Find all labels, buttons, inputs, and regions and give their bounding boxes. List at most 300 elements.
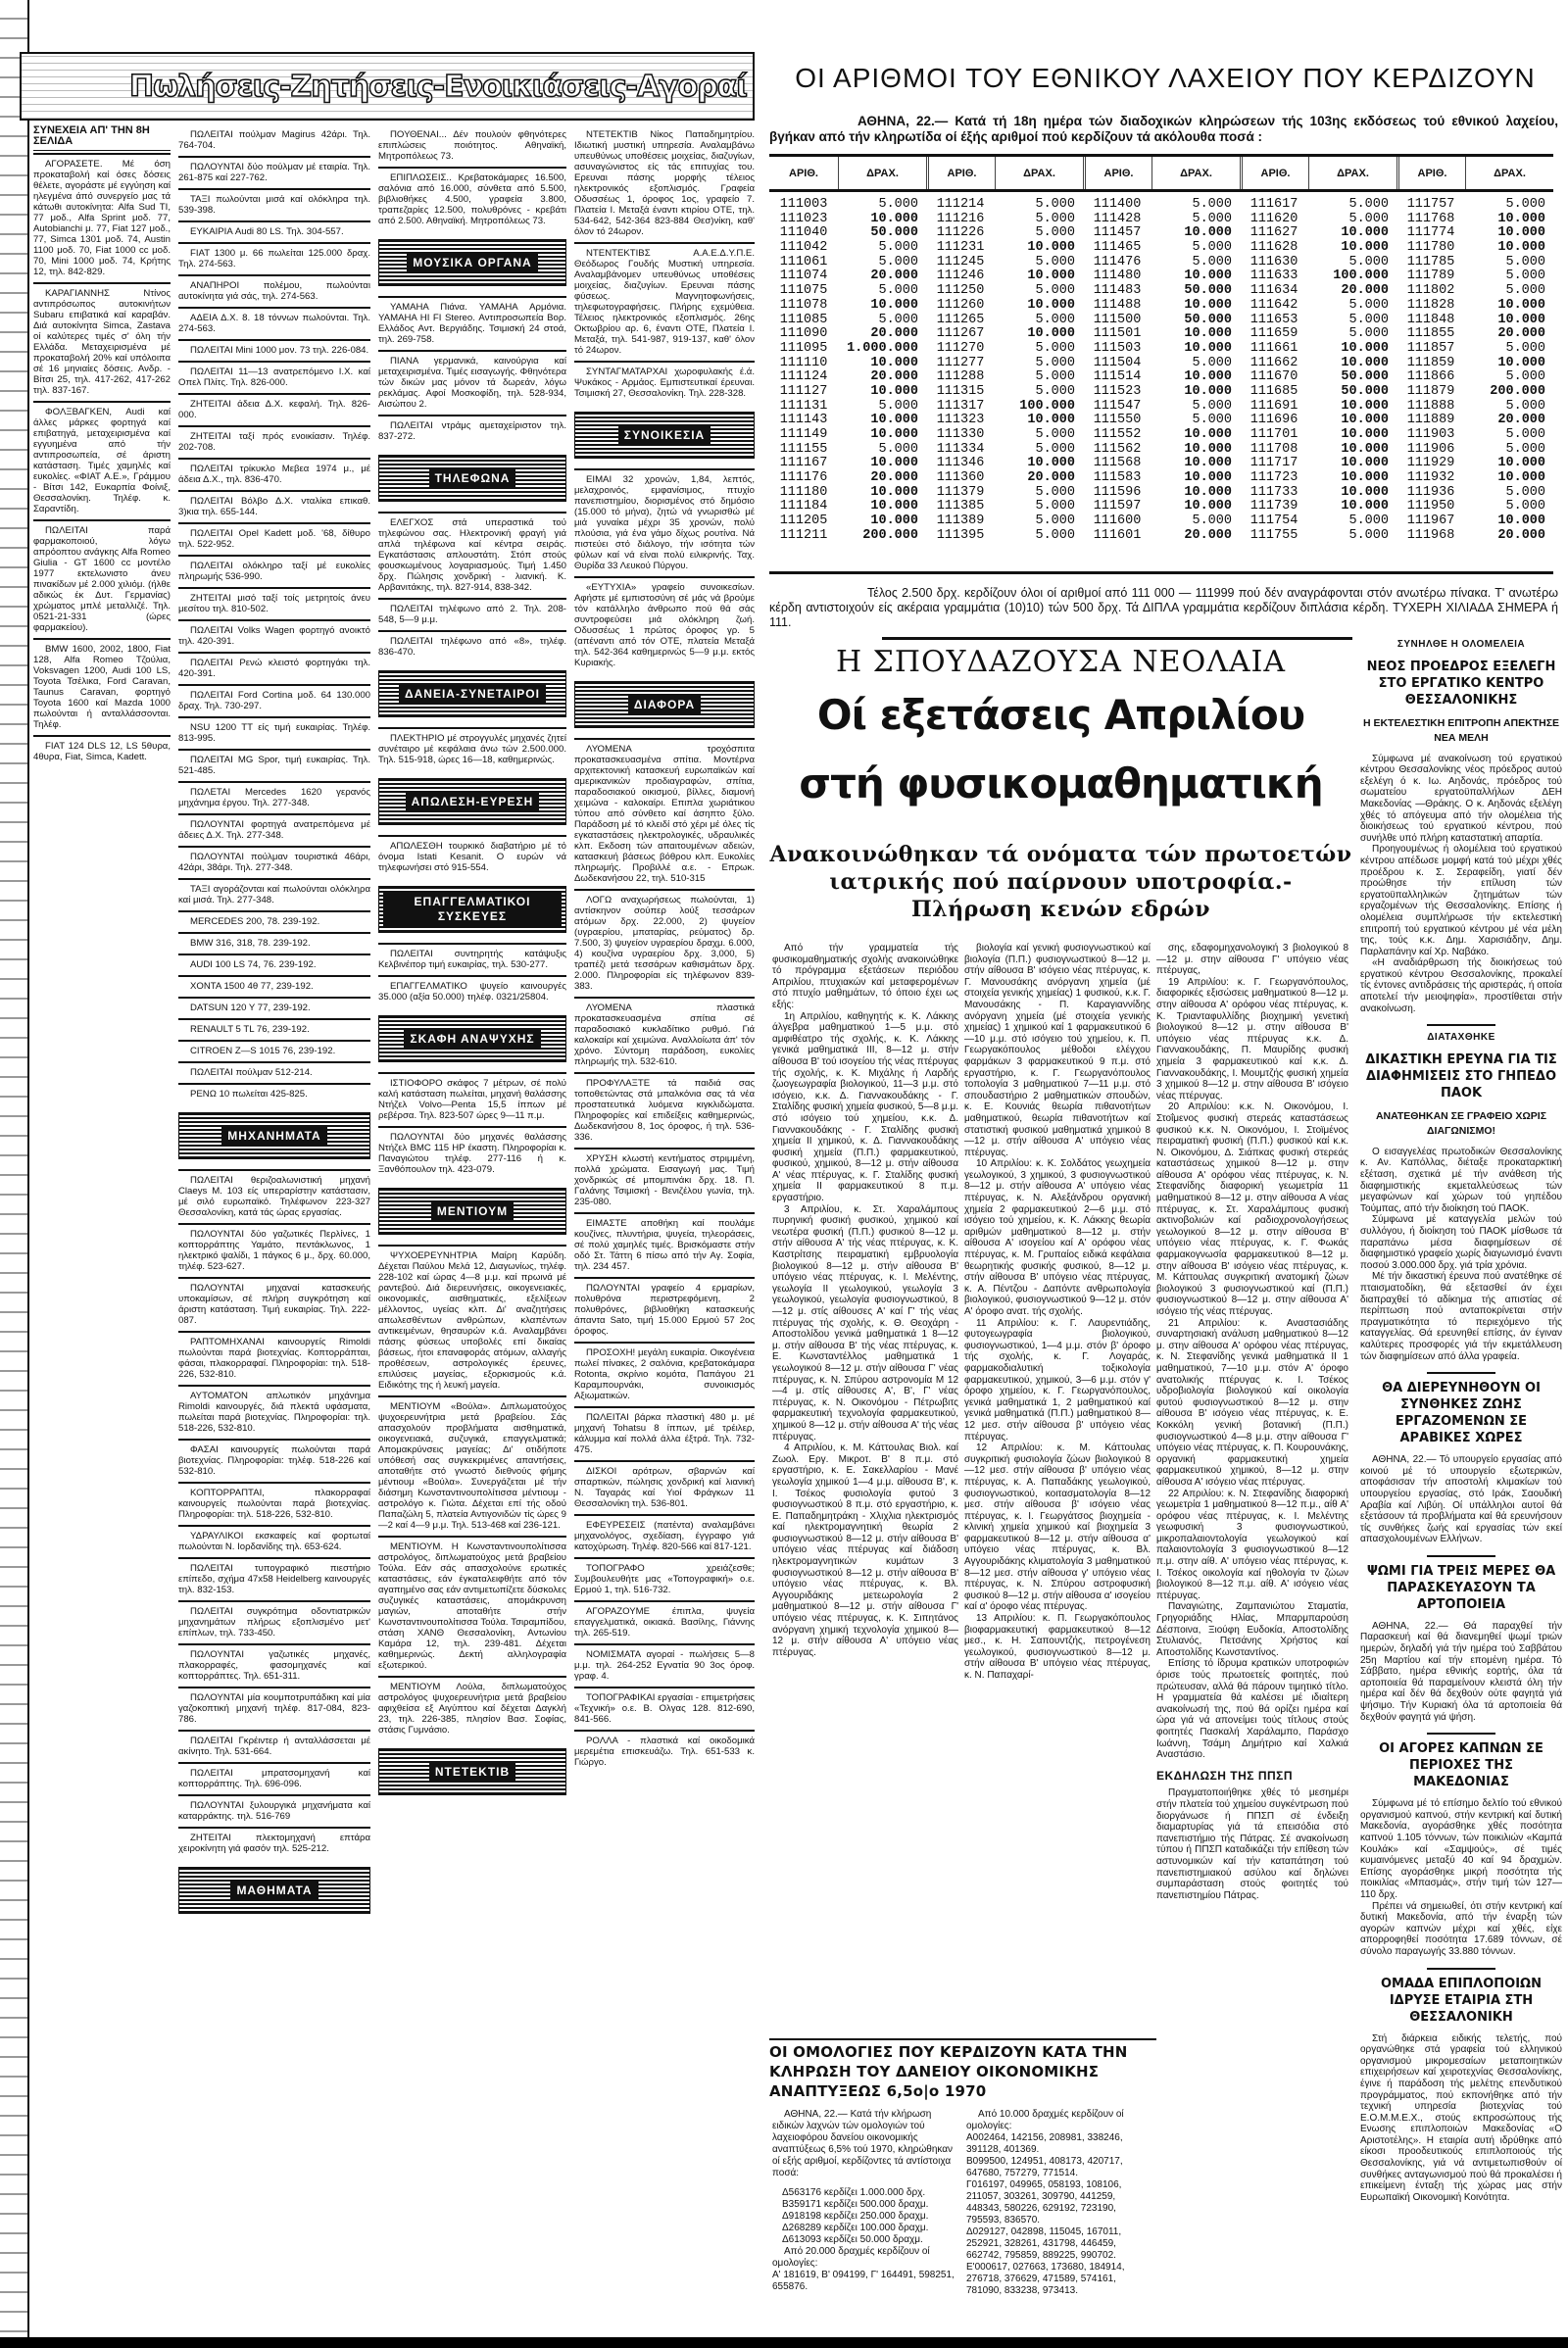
prize-amount: 5.000	[1505, 197, 1545, 212]
ticket-number: 111596	[1093, 484, 1142, 500]
section-banner-title: ΜΟΥΣΙΚΑ ΟΡΓΑΝΑ	[407, 254, 537, 272]
ticket-number: 111848	[1406, 312, 1455, 327]
prize-amount: 10.000	[1341, 456, 1389, 471]
lottery-row	[926, 357, 1083, 371]
lottery-row	[1396, 342, 1553, 357]
prize-amount: 100.000	[1019, 398, 1075, 414]
classified-ad: DATSUN 120 Y 77, 239-192.	[178, 997, 370, 1018]
prize-amount: 200.000	[862, 527, 918, 543]
lottery-row	[1083, 486, 1240, 501]
news-headline: ΟΜΑΔΑ ΕΠΙΠΛΟΠΟΙΩΝ ΙΔΡΥΣΕ ΕΤΑΙΡΙΑ ΣΤΗ ΘΕΣΣΑΛΟΝΙΚΗ	[1381, 1976, 1542, 2025]
lottery-results-table	[769, 154, 1553, 574]
lottery-row	[1083, 299, 1240, 314]
ticket-number: 111661	[1250, 340, 1298, 356]
ticket-number: 111929	[1406, 456, 1455, 471]
prize-amount: 10.000	[1184, 441, 1232, 457]
classifieds-banner-title: Πωλήσεις-Ζητήσεις-Ενοικιάσεις-Αγοραί	[129, 69, 747, 104]
classified-ad: ΠΩΛΟΥΝΤΑΙ δύο μηχανές θαλάσσης Ντήζελ BMC 115 HP έκαστη. Πληροφορίαι κ. Παναγιώτου τηλέφ. 277-116 ή κ. Ξανθόπουλον τηλ. 423-079.	[378, 1126, 566, 1180]
classifieds-column	[574, 125, 755, 2335]
news-body	[1360, 754, 1562, 1015]
news-paragraph: Στή διάρκεια ειδικής τελετής, πού οργανώθηκε στά γραφεία τού ελληνικού οργανισμού μικρομεσαίων μεταποιητικών επιχειρήσεων καί χειροτεχνίας Θεσσαλονίκης, έγινε ή παράδοση τής μελέτης επενδυτικού προγράμματος, πού εκπονήθηκε από τήν τεχνική υπηρεσία βιοτεχνίας τού Ε.Ο.Μ.Μ.Ε.Χ., στούς εκπροσώπους τής Ενωσης επιπλοποιών Μακεδονίας «Ο Αριστοτέλης». Η εταιρία αυτή ιδρύθηκε από είκοσι προοδευτικούς επιπλοποιούς τής Θεσσαλονίκης, γιά νά αντιμετωπισθούν οί συνθήκες ανταγωνισμού πού θά προκαλέσει ή επικείμενη ένταξη τής χώρας μας στήν Ευρωπαϊκή Οικονομική Κοινότητα.	[1360, 2032, 1562, 2203]
ticket-number: 111708	[1250, 441, 1298, 457]
lottery-table-body	[769, 192, 1553, 571]
header-amount: ΔΡΑΧ.	[1152, 157, 1240, 189]
lottery-row	[1240, 471, 1396, 486]
prize-amount: 5.000	[1035, 441, 1075, 457]
news-paragraph: ΑΘΗΝΑ, 22.— Τό υπουργείο εργασίας από κοινού μέ τό υπουργείο εξωτερικών, αποφάσισαν τήν αποστολή κλιμακίων τού υπουργείου εργασίας, στό Ιράκ, Σαουδική Αραβία καί Λιβύη. Οί υπάλληλοι αυτοί θά εξετάσουν τά προβλήματα καί θά ερευνήσουν τίς συνθήκες ζωής καί εργασίας τών εκεί απασχολουμένων Ελλήνων.	[1360, 1454, 1562, 1545]
prize-amount: 5.000	[1035, 514, 1075, 529]
prize-amount: 5.000	[1035, 340, 1075, 356]
news-headline: ΔΙΚΑΣΤΙΚΗ ΕΡΕΥΝΑ ΓΙΑ ΤΙΣ ΔΙΑΦΗΜΙΣΕΙΣ ΣΤΟ ΓΗΠΕΔΟ ΠΑΟΚ	[1365, 1052, 1557, 1101]
ticket-number: 111250	[936, 283, 985, 299]
lottery-row	[1396, 284, 1553, 299]
lottery-row	[769, 284, 926, 299]
lottery-column	[769, 198, 926, 544]
ticket-number: 111504	[1093, 355, 1142, 370]
bond-series-list: Δ029127, 042898, 115045, 167011, 252921, 328261, 431798, 446459, 662742, 795859, 889225, 990702.	[966, 2226, 1122, 2261]
prize-amount: 5.000	[1348, 254, 1389, 269]
lottery-row	[1396, 370, 1553, 385]
classified-ad: ΠΩΛΕΙΤΑΙ συντηρητής κατάψυξις Κελβινέιτορ τιμή ευκαιρίας, τηλ. 530-277.	[378, 943, 566, 975]
scan-bottom-edge	[0, 2337, 1568, 2348]
lottery-row	[1240, 414, 1396, 428]
lottery-row	[1396, 428, 1553, 443]
lottery-row	[1396, 500, 1553, 514]
lottery-row	[1240, 198, 1396, 213]
prize-amount: 5.000	[1348, 297, 1389, 313]
lottery-row	[1396, 457, 1553, 471]
article-paragraph: 1η Απριλίου, καθηγητής κ. Κ. Λάκκης άλγεβρα μαθηματικού 1—5 μ.μ. στό αμφιθέατρο τής σχολής, κ. Κ. Λάκκης γενικά μαθηματικά III, 8—12 μ. στήν αίθουσα Β' τού ισογείου τής νέας πτέρυγας τής σχολής, κ. Κ. Μιχάλης ή Λαρδής ζωογεωγραφία βιολογικού, 11—3 μ.μ. στό ισόγειο, κ.κ. Δ. Γιαννακουδάκης - Γ. Σταλίδης φυσική χημεία φυσικού, 5—8 μ.μ. στό ισόγειο τού χημείου, κ.κ. Δ. Γιαννακουδάκης - Γ. Σταλίδης φυσική χημεία II χημικού, κ. Δ. Γιαννακουδάκης φυσική χημεία (Π.Π.) φαρμακευτικού, φυσικού, χημικού, 8—12 μ. στήν αίθουσα Α' νέας πτέρυγας, κ. Γ. Σταλίδης φυσική χημεία II φαρμακευτικού 8 π.μ. εργαστήριο.	[772, 1010, 958, 1204]
lottery-row	[1083, 198, 1240, 213]
ticket-number: 111214	[936, 197, 985, 212]
ticket-number: 111547	[1093, 398, 1142, 414]
sidebar-news	[1360, 635, 1562, 2209]
prize-amount: 10.000	[1027, 269, 1075, 284]
section-banner	[378, 239, 566, 286]
ticket-number: 111465	[1093, 240, 1142, 256]
bond-prize: Δ268289 κερδίζει 100.000 δραχμ.	[782, 2223, 929, 2233]
article-column	[1156, 943, 1348, 2334]
ticket-number: 111042	[779, 240, 828, 256]
classified-ad: ΡΟΛΛΑ - πλαστικά καί οικοδομικά μερεμέτια επισκευάζω. Τηλ. 651-533 κ. Γιώργο.	[574, 1730, 755, 1773]
section-banner-title: ΜΑΘΗΜΑΤΑ	[230, 1882, 318, 1900]
ticket-number: 111003	[779, 197, 828, 212]
prize-amount: 10.000	[1341, 340, 1389, 356]
news-paragraph: Σύμφωνα μέ τό επίσημο δελτίο τού εθνικού οργανισμού καπνού, στήν κεντρική καί δυτική Μακεδονία, αγοράσθηκε χθές ποσότητα καπνού 1.105 τόννων, τών ποικιλιών «Καμπά Κουλάκ» καί «Σαμψούς», σέ τιμές κυμαινόμενες μεταξύ 40 καί 94 δραχμών. Επίσης αγοράσθηκε μικρή ποσότητα τής ποικιλίας «Μπασμάς», στήν τιμή τών 127—110 δρχ.	[1360, 1798, 1562, 1900]
classified-ad: ΠΩΛΕΙΤΑΙ ντράμς αμεταχείριστον τηλ. 837-272.	[378, 415, 566, 447]
lottery-row	[1396, 256, 1553, 270]
lottery-row	[1240, 457, 1396, 471]
lottery-row	[769, 213, 926, 227]
classified-ad: ΠΩΛΕΙΤΑΙ Mini 1000 μον. 73 τηλ. 226-084.	[178, 339, 370, 361]
lottery-row	[769, 514, 926, 529]
prize-amount: 1.000.000	[847, 340, 918, 356]
ticket-number: 111932	[1406, 470, 1455, 486]
classified-ad: ΨΥΧΟΕΡΕΥΝΗΤΡΙΑ Μαίρη Καρύδη. Δέχεται Παύλου Μελά 12, Διαγωνίως, τηλέφ. 228-102 καί ώρας 4—8 μ.μ. καί πρωινά μέ ραντεβού. Διά διερευνήσεις, οικογενειακές, οικονομικές, αισθηματικές, εξελίξεων μέλλοντος, υγείας κλπ. Δι' αναζητήσεις απωλεσθέντων ανθρώπων, κλαπέντων αντικειμένων, θησαυρών κ.ά. Αναλαμβάνει πάσης φύσεως υποβολές επί δικαίας βάσεως, ήτοι επαναφοράς ατόμων, αλλαγής προθέσεων, αστρολογικές έρευνες, επιλύσεις μαγείας, εξορκισμούς κ.ά. Ειδικότης της ή λευκή μαγεία.	[378, 1245, 566, 1395]
bonds-20000-list: Α' 181619, Β' 094199, Γ' 164491, 598251, 655876.	[772, 2270, 955, 2292]
ticket-number: 111768	[1406, 211, 1455, 226]
ticket-number: 111500	[1093, 312, 1142, 327]
lottery-row	[1240, 370, 1396, 385]
ticket-number: 111265	[936, 312, 985, 327]
lottery-row	[1240, 428, 1396, 443]
classified-ad: ΤΑΞΙ αγοράζονται καί πωλούνται ολόκληρα καί μισά. Τηλ. 277-348.	[178, 878, 370, 910]
section-banner-title: ΑΠΩΛΕΣΗ-ΕΥΡΕΣΗ	[406, 793, 540, 811]
ticket-number: 111617	[1250, 197, 1298, 212]
lottery-row	[769, 241, 926, 256]
classified-ad: CITROEN Z—S 1015 76, 239-192.	[178, 1040, 370, 1061]
header-number: ΑΡΙΘ.	[1240, 157, 1308, 189]
bond-series-list: Γ016197, 049965, 058193, 108106, 211057, 303261, 309790, 441259, 448343, 580226, 629192, 723190, 795593, 836570.	[966, 2179, 1122, 2226]
lottery-row	[1083, 514, 1240, 529]
prize-amount: 5.000	[1035, 369, 1075, 385]
classified-ad: ΑΓΟΡΑΣΕΤΕ. Μέ όση προκαταβολή καί όσες δόσεις θέλετε, αγοράστε μέ εγγύηση καί ηλεγμένα άπό συνεργείο μας τά κάτωθι αυτοκίνητα: Alfa Sud TI, 77 μοδ., Alfa Sprint μοδ. 77, Autobianchi μ. 77, Fiat 127 μοδ., 77, Simca 1301 μοδ. 74, Austin 1100 μοδ. 70, Fiat 1000 cc μοδ. 70, Mini 1000 μοδ. 74, Κρήτης 12, τηλ. 842-829.	[33, 153, 171, 282]
prize-amount: 10.000	[1184, 269, 1232, 284]
prize-amount: 10.000	[1497, 355, 1545, 370]
classified-ad: ΔΙΣΚΟΙ αρότρων, σβαρνών καί σπαρτικών, πώλησις χονδρική καί λιανική Ν. Ταγαράς καί Υιοί Φράγκων 11 Θεσσαλονίκη τηλ. 536-801.	[574, 1460, 755, 1514]
prize-amount: 50.000	[1341, 369, 1389, 385]
classified-ad: ΠΩΛΕΙΤΑΙ Ford Cortina μοδ. 64 130.000 δραχ. Τηλ. 730-297.	[178, 684, 370, 716]
ticket-number: 111523	[1093, 383, 1142, 399]
classified-ad: ΤΑΞΙ πωλούνται μισά καί ολόκληρα τηλ. 539-398.	[178, 188, 370, 220]
ticket-number: 111360	[936, 470, 985, 486]
ticket-number: 111090	[779, 326, 828, 342]
prize-amount: 10.000	[870, 355, 918, 370]
lottery-row	[769, 357, 926, 371]
ticket-number: 111755	[1250, 527, 1298, 543]
news-paragraph: Πρέπει νά σημειωθεί, ότι στήν κεντρική καί δυτική Μακεδονία, από τήν έναρξη τών αγορών καπνών μέχρι καί χθές, είχε απορροφηθεί ποσότητα 17.689 τόννων, σέ σύνολο παραγωγής 33.880 τόννων.	[1360, 1900, 1562, 1957]
prize-amount: 5.000	[878, 312, 918, 327]
lottery-row	[926, 299, 1083, 314]
prize-amount: 5.000	[1505, 369, 1545, 385]
prize-amount: 20.000	[1497, 527, 1545, 543]
prize-amount: 10.000	[1497, 312, 1545, 327]
classified-ad: ΠΩΛΟΥΝΤΑΙ μηχαναί κατασκευής υποκαμίσων, σέ πλήρη συγκρότηση καί άριστη κατάσταση. Τιμή ευκαιρίας. Τηλ. 222-087.	[178, 1277, 370, 1331]
lottery-intro: ΑΘΗΝΑ, 22.— Κατά τή 18η ημέρα τών διαδοχικών κληρώσεων τής 103ης εκδόσεως τού εθνικού λαχείου, βγήκαν από τήν κληρωτίδα οί έξής αριθμοί πού κερδίζουν τά ακόλουθα ποσά :	[769, 114, 1558, 144]
bond-prize: Β359171 κερδίζει 500.000 δραχμ.	[782, 2199, 929, 2210]
prize-amount: 5.000	[1348, 312, 1389, 327]
ticket-number: 111642	[1250, 297, 1298, 313]
section-banner-title: ΜΗΧΑΝΗΜΑΤΑ	[221, 1127, 326, 1146]
classified-ad: ΧΟΝΤΑ 1500 4θ 77, 239-192.	[178, 975, 370, 997]
prize-amount: 10.000	[1341, 441, 1389, 457]
ticket-number: 111888	[1406, 398, 1455, 414]
classified-ad: ΕΙΜΑΣΤΕ αποθήκη καί πουλάμε κουζίνες, πλυντήρια, ψυγεία, τηλεοράσεις, σέ πολύ χαμηλές τιμές. Βρισκόμαστε στήν οδό Στ. Τάττη 6 πίσω από τήν Αγ. Σοφία, τηλ. 234 457.	[574, 1212, 755, 1277]
lottery-row	[1396, 269, 1553, 284]
classified-ad: ΠΩΛΕΙΤΑΙ συγκρότημα οδοντιατρικών μηχανημάτων πλήρως εξοπλισμένο μετ' επίπλων, τηλ. 733-450.	[178, 1600, 370, 1643]
ticket-number: 111950	[1406, 499, 1455, 514]
classified-ad: ΚΟΠΤΟΡΡΑΠΤΑΙ, πλακορραφαί καινουργείς πωλούνται παρά βιοτεχνίας. Πληροφορίαι: τηλ. 518-226, 532-810.	[178, 1482, 370, 1525]
lottery-row	[1396, 314, 1553, 328]
news-paragraph: «Η αναδιάρθρωση τής διοικήσεως τού εργατικού κέντρου Θεσσαλονίκης, προκαλεί τίς έντονες αντιδράσεις τής αριστεράς, ή οποία αποτελεί τήν μειοψηφία», προστίθεται στήν ανακοίνωση.	[1360, 957, 1562, 1014]
classified-ad: BMW 1600, 2002, 1800, Fiat 128, Alfa Romeo Τζούλια, Voksvagen 1200, Audi 100 LS, Toyota Τσέλικα, Ford Caravan, Taunus Caravan, φορτηγό Toyota 1600 καί Mazda 1000 πωλούνται ή ανταλλάσσονται. Τηλέφ.	[33, 638, 171, 735]
ticket-number: 111167	[779, 456, 828, 471]
classified-ad: ΦΑΣΑΙ καινουργείς πωλούνται παρά βιοτεχνίας. Πληροφορίαι: τηλέφ. 518-226 καί 532-810.	[178, 1439, 370, 1482]
ticket-number: 111967	[1406, 514, 1455, 529]
news-paragraph: Σύμφωνα μέ ανακοίνωση τού εργατικού κέντρου Θεσσαλονίκης νέος πρόεδρος αυτού εξελέγη ό κ. Ιω. Αηδονάς, πρόεδρος τού σωματείου εργατοϋπαλλήλων ΔΕΗ Μακεδονίας —Θράκης. Ο κ. Αηδονάς εξελέγη χθές τό απόγευμα από τήν ολομέλεια τής διοικήσεως τού εργατικού κέντρου, πού συνήλθε υπό πλήρη καταστατική απαρτία.	[1360, 753, 1562, 844]
classified-ad: ΠΩΛΕΙΤΑΙ μπρατσομηχανή καί κοπτορράπτης. Τηλ. 696-096.	[178, 1762, 370, 1794]
classified-ad: ΖΗΤΕΙΤΑΙ ταξί πρός ενοικίασιν. Τηλέφ. 202-708.	[178, 425, 370, 458]
prize-amount: 10.000	[1497, 297, 1545, 313]
prize-amount: 20.000	[1497, 413, 1545, 428]
ticket-number: 111857	[1406, 340, 1455, 356]
lottery-row	[1083, 471, 1240, 486]
prize-amount: 5.000	[878, 197, 918, 212]
prize-amount: 10.000	[870, 514, 918, 529]
prize-amount: 20.000	[870, 269, 918, 284]
section-banner	[378, 1188, 566, 1235]
bond-series-list: Β099500, 124951, 408173, 420717, 647680, 757279, 771514.	[966, 2156, 1123, 2178]
ticket-number: 111226	[936, 225, 985, 241]
article-column	[964, 943, 1151, 2029]
ticket-number: 111023	[779, 211, 828, 226]
news-paragraph: Σύμφωνα μέ καταγγελία μελών τού συλλόγου, ή διοίκηση τού ΠΑΟΚ μίσθωσε τά παραπάνω μέσα διαφημίσεων σέ διαφημιστικό γραφείο χωρίς διαγωνισμό έναντι ποσού 3.000.000 δρχ. γιά τρία χρόνια.	[1360, 1214, 1562, 1271]
page-curl-edge	[0, 0, 29, 2337]
ticket-number: 111633	[1250, 269, 1298, 284]
lottery-row	[769, 342, 926, 357]
lottery-row	[1396, 471, 1553, 486]
ticket-number: 111627	[1250, 225, 1298, 241]
prize-amount: 50.000	[1184, 283, 1232, 299]
spacer	[772, 2179, 958, 2187]
prize-amount: 5.000	[1035, 312, 1075, 327]
lottery-row	[769, 428, 926, 443]
ticket-number: 111630	[1250, 254, 1298, 269]
prize-amount: 20.000	[1027, 470, 1075, 486]
bonds-10000-label: Από 10.000 δραχμές κερδίζουν οί ομολογίες:	[966, 2109, 1124, 2131]
lottery-column	[1396, 198, 1553, 544]
lottery-row	[1240, 299, 1396, 314]
prize-amount: 50.000	[1184, 312, 1232, 327]
lottery-row	[1240, 213, 1396, 227]
lottery-row	[1240, 226, 1396, 241]
classified-ad: ΠΩΛΟΥΝΤΑΙ πούλμαν τουριστικά 46άρι, 42άρι, 38άρι. Τηλ. 277-348.	[178, 846, 370, 878]
ticket-number: 111754	[1250, 514, 1298, 529]
bonds-10000-list	[966, 2132, 1151, 2297]
lottery-row	[769, 486, 926, 501]
prize-amount: 10.000	[1184, 383, 1232, 399]
ticket-number: 111757	[1406, 197, 1455, 212]
prize-amount: 10.000	[1184, 499, 1232, 514]
classified-ad: RENAULT 5 TL 76, 239-192.	[178, 1018, 370, 1040]
classified-ad: ΕΠΑΓΓΕΛΜΑΤΙΚΟ ψυγείο καινουργές 35.000 (αξία 50.000) τηλέφ. 0321/25804.	[378, 975, 566, 1007]
prize-amount: 10.000	[870, 484, 918, 500]
lottery-row	[926, 198, 1083, 213]
classified-ad: ΠΩΛΕΙΤΑΙ Βόλβο Δ.Χ. νταλίκα επικαθ. 3)κια τηλ. 655-144.	[178, 490, 370, 522]
header-amount: ΔΡΑΧ.	[1308, 157, 1396, 189]
prize-amount: 10.000	[1341, 413, 1389, 428]
section-banner	[178, 1867, 370, 1914]
section-banner-title: ΕΠΑΓΓΕΛΜΑΤΙΚΟΙ ΣΥΣΚΕΥΕΣ	[383, 893, 562, 926]
ticket-number: 111789	[1406, 269, 1455, 284]
prize-amount: 10.000	[1497, 240, 1545, 256]
ticket-number: 111597	[1093, 499, 1142, 514]
classified-ad: ΕΙΜΑΙ 32 χρονών, 1,84, λεπτός, μελαχροινός, εμφανίσιμος, πτυχίο πανεπιστημίου, διορισμένος στό δημόσιο (15.000 τό μήνα), ζητώ νά γνωρισθώ μέ μιά γυναίκα μέχρι 35 χρονών, πολύ πλούσια, γιά ένα γάμο δίχως ρουτίνα. Νά πιστεύει στό διάλογο, τήν ισότητα τών φύλων καί νά είναι πολύ ειλικρινής. Ταχ. Θυρίδα 33 Λευκού Πύργου.	[574, 468, 755, 576]
news-subheadline: ΑΝΑΤΕΘΗΚΑΝ ΣΕ ΓΡΑΦΕΙΟ ΧΩΡΙΣ ΔΙΑΓΩΝΙΣΜΟ!	[1375, 1109, 1547, 1137]
lottery-column	[926, 198, 1083, 544]
prize-amount: 5.000	[1035, 225, 1075, 241]
prize-amount: 5.000	[878, 441, 918, 457]
article-paragraph: 21 Απριλίου: κ. Αναστασιάδης συναρτησιακή ανάλυση μαθηματικού 8—12 μ. στην αίθουσα Α' ορόφου νέας πτέρυγας, κ. Ν. Στεφανίδης γενικά μαθηματικά II 1 μαθηματικού, 7—10 μ.μ. στόν Α' όροφο ανατολικής πτέρυγας κ. Ι. Τσέκος υδροβιολογία βιολογικού καί οικολογία φυτού φυσιογνωστικού 8—12 μ. στην αίθουσα Β' ισόγειο νέας πτέρυγας, κ. Ε. Κοκκόλη γενική βοτανική (Π.Π.) φυσιογνωστικού 4—8 μ.μ. στην αίθουσα Γ' υπόγειο νέας πτέρυγας, κ. Π. Κουρουνάκης, οργανική φαρμακευτική χημεία φαρμακευτικού χημικού, 8—12 μ. στην αίθουσα Α' ισόγειο νέας πτέρυγας.	[1156, 1317, 1348, 1488]
ticket-number: 111267	[936, 326, 985, 342]
prize-amount: 5.000	[1035, 254, 1075, 269]
lottery-row	[1083, 269, 1240, 284]
prize-amount: 5.000	[1035, 527, 1075, 543]
prize-amount: 10.000	[1341, 240, 1389, 256]
ticket-number: 111245	[936, 254, 985, 269]
lottery-headline: ΟΙ ΑΡΙΘΜΟΙ ΤΟΥ ΕΘΝΙΚΟΥ ΛΑΧΕΙΟΥ ΠΟΥ ΚΕΡΔΙΖΟΥΝ	[795, 63, 1536, 93]
ticket-number: 111110	[779, 355, 828, 370]
lottery-row	[1396, 514, 1553, 529]
lottery-row	[926, 529, 1083, 544]
header-amount: ΔΡΑΧ.	[995, 157, 1083, 189]
article-paragraph: Παναγιώτης, Ζαμπανιώτου Σταματία, Γρηγοριάδης Ηλίας, Μπαρμπαρούση Δέσποινα, Ξιούφη Ευδοκία, Αποστολίδης Στυλιανός, Πετσάνης Χρήστος καί Αποστολίδης Κωνσταντίνος.	[1156, 1601, 1348, 1658]
lottery-row	[1396, 414, 1553, 428]
ticket-number: 111701	[1250, 427, 1298, 442]
lottery-row	[1240, 284, 1396, 299]
ticket-number: 111855	[1406, 326, 1455, 342]
section-banner	[574, 412, 755, 459]
section-banner	[378, 886, 566, 933]
article-paragraph: Από τήν γραμματεία τής φυσικομαθηματικής σχολής ανακοινώθηκε τό πρόγραμμα εξετάσεων περιόδου Απριλίου, πτυχιακών καί μεταφερομένων στό πτυχίο μαθημάτων, τό όποιο έχει ως εξής:	[772, 943, 958, 1010]
prize-amount: 5.000	[1035, 355, 1075, 370]
prize-amount: 5.000	[1505, 269, 1545, 284]
prize-amount: 5.000	[878, 398, 918, 414]
lottery-row	[1396, 241, 1553, 256]
lottery-row	[926, 226, 1083, 241]
lottery-row	[926, 385, 1083, 400]
article-headline-line-1: Οί εξετάσεις Απριλίου	[816, 691, 1305, 739]
ticket-number: 111176	[779, 470, 828, 486]
lottery-row	[769, 414, 926, 428]
article-headline-line-2: στή φυσικομαθηματική	[799, 759, 1323, 807]
ticket-number: 111330	[936, 427, 985, 442]
classified-ad: ΠΩΛΟΥΝΤΑΙ δύο πούλμαν μέ εταιρία. Τηλ. 261-875 καί 227-762.	[178, 156, 370, 188]
lottery-row	[1240, 256, 1396, 270]
ticket-number: 111670	[1250, 369, 1298, 385]
classifieds-column	[378, 125, 566, 2335]
ticket-number: 111040	[779, 225, 828, 241]
ticket-number: 111653	[1250, 312, 1298, 327]
article-paragraph: σης, εδαφομηχανολογική 3 βιολογικού 8—12 μ. στην αίθουσα Γ' υπόγειο νέας πτέρυγας,	[1156, 943, 1348, 977]
article-paragraph: 20 Απριλίου: κ.κ. Ν. Οικονόμου, Ι. Στοΐμενος φυσική στερεάς καταστάσεως φυσικού κ.κ. Ν. Οικονόμου, Ι. Στοϊμένος πειραματική φυσική (Π.Π.) φυσικού καί κ.κ. Ν. Οικονόμου, Δ. Σιάπκας φυσική στερεάς καταστάσεως χημικού 8—12 μ. στην αίθουσα Α' ορόφου νέας πτέρυγας, κ. Ν. Στεφανίδης διαφορική γεωμετρία 11 μαθηματικού 8—12 μ. στην αίθουσα Α νέας πτέρυγας, κ. Στ. Χαραλάμπους φυσική ακτινοβολιών καί ραδιοχρονολογήσεως γεωλογικού 8—12 μ. στην αίθουσα Β' υπόγειο νέας πτέρυγας, κ. Γ. Φωκάς φαρμακογνωσία φαρμακευτικού 8—12 μ. στην αίθουσα Β' ισόγειο νέας πτέρυγας, κ. Μ. Κάττουλας συγκριτική ανατομική ζώων βιολογικού 3 φυσιογνωστικού καί (Π.Π.) φυσιογνωστικού 8—12 μ. στην αίθουσα Α' ισόγειο τής νέας πτέρυγας.	[1156, 1101, 1348, 1317]
ticket-number: 111323	[936, 413, 985, 428]
classified-ad: ΑΥΤΟΜΑΤΟΝ απλωτικόν μηχάνημα Rimoldi καινουργές, διά πλεκτά υφάσματα, πωλείται παρά βιοτεχνίας. Πληροφορίαι: τηλ. 518-226, 532-810.	[178, 1385, 370, 1439]
article-paragraph: 4 Απριλίου, κ. Μ. Κάττουλας Βιολ. καί Ζωολ. Εργ. Μικροτ. Β' 8 π.μ. στό εργαστήριο, κ. Ε. Σακελλαρίου - Μανέ γεωλογία χημικού 1—4 μ.μ. αίθουσα Β', κ. Ι. Τσέκος φυσιολογία φυτού 3 φυσιογνωστικού 8 π.μ. στό εργαστήριο, κ. Ε. Παπαδημητράκη - Χλιχλια ηλεκτρισμός καί ηλεκτρομαγνητική θεωρία 2 φυσιογνωστικού 8—12 μ. στήν αίθουσα Β' υπόγειο νέας πτέρυγας καί διάδοση ηλεκτρομαγνητικών κυμάτων 3 φυσιογνωστικού 8—12 μ. στήν αίθουσα Β' υπόγειο νέας πτέρυγας, κ. Βλ. Αγγουριδάκης μετεωρολογία 2 μαθηματικού 8—12 μ. στήν αίθουσα Γ' υπόγειο νέας πτέρυγας, κ. Κ. Σιπητάνος ανόργανη χημική τεχνολογία χημικού 8—12 μ. στήν αίθουσα Α' υπόγειο νέας πτέρυγας.	[772, 1443, 958, 1658]
prize-amount: 5.000	[1192, 240, 1232, 256]
prize-amount: 5.000	[1505, 484, 1545, 500]
bonds-column	[772, 2109, 958, 2293]
prize-amount: 10.000	[870, 499, 918, 514]
lottery-row	[769, 443, 926, 458]
ticket-number: 111488	[1093, 297, 1142, 313]
lottery-row	[926, 269, 1083, 284]
ticket-number: 111562	[1093, 441, 1142, 457]
classified-ad: ΕΠΙΠΛΩΣΕΙΣ.. Κρεβατοκάμαρες 16.500, σαλόνια από 16.000, σύνθετα από 5.500, βιβλιοθήκες 4.500, γραφεία 3.800, τραπεζαρίες 12.500, πολυθρόνες - κρεβάτι από 2.500. Αθηναϊκή. Μητροπόλεως 73.	[378, 167, 566, 231]
header-amount: ΔΡΑΧ.	[1465, 157, 1553, 189]
prize-amount: 10.000	[1184, 427, 1232, 442]
ticket-number: 111131	[779, 398, 828, 414]
ticket-number: 111501	[1093, 326, 1142, 342]
prize-amount: 20.000	[1497, 326, 1545, 342]
prize-amount: 5.000	[1505, 254, 1545, 269]
lottery-row	[1396, 299, 1553, 314]
prize-amount: 5.000	[1192, 197, 1232, 212]
lottery-row	[1240, 443, 1396, 458]
ticket-number: 111802	[1406, 283, 1455, 299]
news-body	[1360, 2033, 1562, 2204]
prize-amount: 5.000	[1505, 499, 1545, 514]
prize-amount: 5.000	[1348, 211, 1389, 226]
lottery-footnote: Τέλος 2.500 δρχ. κερδίζουν όλοι οί αριθμοί από 111 000 — 111999 πού δέν αναγράφονται στόν ανωτέρω πίνακα. Τ' ανωτέρω κέρδη αντιστοιχούν είς ακέραια γραμμάτια (10)10) τών 500 δρχ. Τά ΔΙΠΛΑ γραμμάτια κερδίζουν διπλάσια κέρδη. ΤΥΧΕΡΗ ΧΙΛΙΑΔΑ ΣΗΜΕΡΑ ή 111.	[769, 586, 1558, 629]
classifieds-banner	[20, 52, 755, 121]
lottery-row	[1396, 400, 1553, 415]
lottery-row	[1240, 327, 1396, 342]
lottery-row	[1396, 213, 1553, 227]
classified-ad: ΠΩΛΕΙΤΑΙ τηλέφωνο από «8», τηλέφ. 836-470.	[378, 630, 566, 662]
ticket-number: 111379	[936, 484, 985, 500]
lottery-row	[1083, 414, 1240, 428]
classified-ad: ΛΟΓΩ αναχωρήσεως πωλούνται, 1) αντίσκηνον σούπερ λούξ τεσσάρων ατόμων δρχ. 22.000, 2) ψυγείον (υγραερίου, μπαταρίας, ρεύματος) δρ. 7.500, 3) ψυγείον υγραερίου δραχμ. 6.000, 4) κουζίνα υγραερίου δρχ. 3,000, 5) τραπέζι μετά τεσσάρων καθισμάτων δρχ. 2.000. Πληροφορίαι είς τηλέφωνον 839-383.	[574, 889, 755, 997]
classified-ad: ΠΩΛΕΙΤΑΙ Volks Wagen φορτηγό ανοικτό τηλ. 420-391.	[178, 619, 370, 652]
classified-ad: ΠΩΛΕΙΤΑΙ τυπογραφικό πιεστήριο επίπεδο, σχήμα 47x58 Heidelberg καινουργές τηλ. 832-153.	[178, 1557, 370, 1600]
prize-amount: 10.000	[1341, 499, 1389, 514]
prize-amount: 10.000	[1184, 456, 1232, 471]
article-paragraph: 12 Απριλίου: κ. Μ. Κάττουλας συγκριτική φυσιολογία ζώων βιολογικού 8—12 μεσ. στήν αίθουσα β' υπόγειο νέας πτέρυγας, κ. Α. Παπαδάκης γεωλογικού, φυσιογνωστικού, κοιτασματολογία 8—12 μεσ. στήν αίθουσα β' ισόγειο νέας πτέρυγας, κ. Ι. Γεωργάτσος βιοχημεία - κλινική χημεία χημικού καί βιοχημεία 3 φαρμακευτικού 8—12 μ. στήν αίθουσα α' υπόγειο νέας πτέρυγας, κ. Βλ. Αγγουριδάκης κλιματολογία 3 μαθηματικού 8—12 μεσ. στήν αίθουσα γ' υπόγειο νέας πτέρυγας, κ. Ν. Σπύρου αστροφυσική φυσικού 8—12 μ. στήν αίθουσα α' ισογείου καί α' όροφο νέας πτέρυγας.	[964, 1443, 1151, 1613]
lottery-row	[1240, 385, 1396, 400]
news-headline: ΨΩΜΙ ΓΙΑ ΤΡΕΙΣ ΜΕΡΕΣ ΘΑ ΠΑΡΑΣΚΕΥΑΣΟΥΝ ΤΑ ΑΡΤΟΠΟΙΕΙΑ	[1366, 1563, 1556, 1612]
classified-ad: ΠΩΛΕΙΤΑΙ τηλέφωνο από 2. Τηλ. 208-548, 5—9 μ.μ.	[378, 598, 566, 630]
ticket-number: 111774	[1406, 225, 1455, 241]
lottery-row	[1083, 284, 1240, 299]
classified-ad: ΠΩΛΟΥΝΤΑΙ ξυλουργικά μηχανήματα καί καταρράκτης. τηλ. 516-769	[178, 1794, 370, 1827]
prize-amount: 5.000	[1505, 427, 1545, 442]
classified-ad: ΛΥΟΜΕΝΑ πλαστικά προκατασκευασμένα σπίτια σέ παραδοσιακό κυκλαδίτικο ρυθμό. Γιά καλοκαίρι καί χειμώνα. Αναλλοίωτα άπ' τόν χρόνο. Σύντομη παράδοση, ευκολίες πληρωμής τηλ. 532-610.	[574, 997, 755, 1072]
ticket-number: 111211	[779, 527, 828, 543]
section-banner-title: ΤΗΛΕΦΩΝΑ	[429, 469, 516, 488]
ticket-number: 111968	[1406, 527, 1455, 543]
prize-amount: 5.000	[1192, 254, 1232, 269]
classified-ad: ΠΩΛΕΤΑΙ Mercedes 1620 γερανός μηχάνημα έργου. Τηλ. 277-348.	[178, 781, 370, 813]
section-banner-title: ΝΤΕΤΕΚΤΙΒ	[429, 1763, 515, 1782]
lottery-row	[769, 471, 926, 486]
news-headline: ΘΑ ΔΙΕΡΕΥΝΗΘΟΥΝ ΟΙ ΣΥΝΘΗΚΕΣ ΖΩΗΣ ΕΡΓΑΖΟΜΕΝΩΝ ΣΕ ΑΡΑΒΙΚΕΣ ΧΩΡΕΣ	[1382, 1381, 1541, 1446]
news-headline: ΟΙ ΑΓΟΡΕΣ ΚΑΠΝΩΝ ΣΕ ΠΕΡΙΟΧΕΣ ΤΗΣ ΜΑΚΕΔΟΝΙΑΣ	[1379, 1741, 1544, 1790]
ticket-number: 111124	[779, 369, 828, 385]
ticket-number: 111780	[1406, 240, 1455, 256]
bond-series-list: Α002464, 142156, 208981, 338246, 391128, 401369.	[966, 2132, 1123, 2155]
classified-ad: ΠΩΛΕΙΤΑΙ Γκρέιντερ ή ανταλλάσσεται μέ ακίνητο. Τηλ. 531-664.	[178, 1730, 370, 1762]
lottery-row	[1240, 357, 1396, 371]
ticket-number: 111659	[1250, 326, 1298, 342]
prize-amount: 10.000	[1184, 484, 1232, 500]
ticket-number: 111634	[1250, 283, 1298, 299]
lottery-row	[1240, 314, 1396, 328]
prize-amount: 5.000	[1505, 283, 1545, 299]
ticket-number: 111095	[779, 340, 828, 356]
prize-amount: 10.000	[870, 297, 918, 313]
lottery-row	[926, 428, 1083, 443]
classified-ad: ΑΝΑΠΗΡΟΙ πολέμου, πωλούνται αυτοκίνητα γιά σάς, τηλ. 274-563.	[178, 274, 370, 307]
prize-amount: 10.000	[1184, 297, 1232, 313]
bonds-prize-list	[772, 2187, 958, 2246]
prize-amount: 5.000	[1505, 398, 1545, 414]
lottery-row	[769, 198, 926, 213]
prize-amount: 10.000	[1341, 470, 1389, 486]
news-paragraph: ΑΘΗΝΑ, 22.— Θά παραχθεί τήν Παρασκευή καί θά διανεμηθεί ψωμί τριών ημερών, δηλαδή γιά τήν ημέρα τού Σαββάτου 25η Μαρτίου καί τήν επομένη ημέρα. Τό Σάββατο, ημέρα εθνικής εορτής, όλα τά αρτοποιεία θά παραμείνουν κλειστά όλη τήν ημέρα καί δέν θά δεχθούν ούτε φαγητά γιά ψήσιμο. Τήν Κυριακή όλα τά αρτοποιεία θά δεχθούν φαγητά γιά ψήση.	[1360, 1620, 1562, 1723]
section-banner	[378, 670, 566, 717]
classifieds-column	[178, 125, 370, 2335]
